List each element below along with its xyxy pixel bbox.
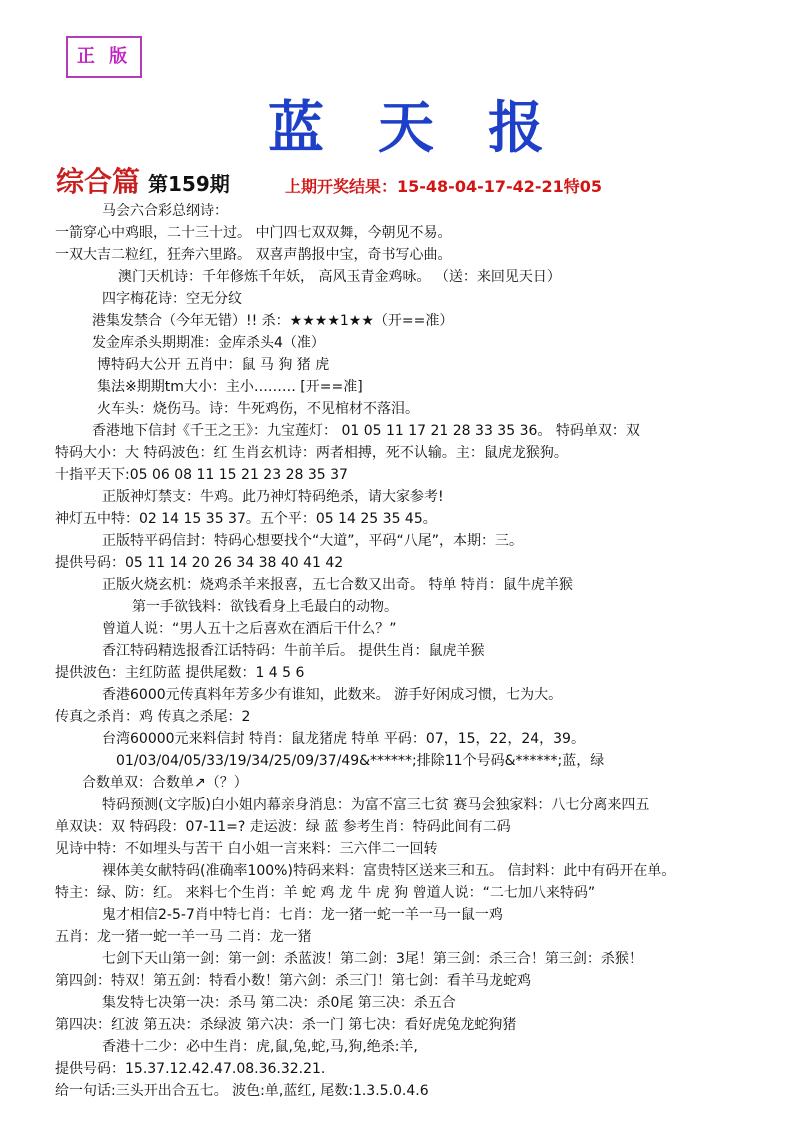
text-line: 香港地下信封《千王之王》：九宝莲灯： 01 05 11 17 21 28 33 35 36。 特码单双：双 xyxy=(92,423,640,439)
text-line: 特主：绿、防：红。 来料七个生肖：羊 蛇 鸡 龙 牛 虎 狗 曾道人说：“二七加八来特码” xyxy=(55,885,596,901)
text-line: 五肖：龙一猪一蛇一羊一马 二肖：龙一猪 xyxy=(55,929,312,945)
authentic-badge: 正 版 xyxy=(66,36,142,78)
text-line: 裸体美女献特码(准确率100%)特码来料：富贵特区送来三和五。 信封料：此中有码开在单。 xyxy=(102,863,676,879)
text-line: 集发特七决第一决：杀马 第二决：杀0尾 第三决：杀五合 xyxy=(102,995,456,1011)
text-line: 火车头：烧伤马。诗：牛死鸡伤，不见棺材不落泪。 xyxy=(97,401,419,417)
text-line: 香港十二少：必中生肖：虎,鼠,兔,蛇,马,狗,绝杀:羊, xyxy=(102,1039,418,1055)
text-line: 集法※期期tm大小：主小……… [开==准] xyxy=(97,379,363,395)
text-line: 澳门天机诗：千年修炼千年妖， 高风玉青金鸡咏。 （送：来回见天日） xyxy=(118,269,561,285)
text-line: 特码预测(文字版)白小姐内幕亲身消息：为富不富三七贫 赛马会独家料：八七分离来四五 xyxy=(102,797,650,813)
article-body xyxy=(0,200,793,1102)
text-line: 提供号码：15.37.12.42.47.08.36.32.21. xyxy=(55,1061,326,1077)
text-line: 博特码大公开 五肖中：鼠 马 狗 猪 虎 xyxy=(97,357,330,373)
text-line: 正版特平码信封：特码心想要找个“大道”，平码“八尾”，本期：三。 xyxy=(102,533,524,549)
text-line: 鬼才相信2-5-7肖中特七肖：七肖：龙一猪一蛇一羊一马一鼠一鸡 xyxy=(102,907,503,923)
last-draw-result: 上期开奖结果：15-48-04-17-42-21特05 xyxy=(285,177,603,196)
text-line: 一双大吉二粒红，狂奔六里路。 双喜声鹊报中宝，奇书写心曲。 xyxy=(55,247,452,263)
text-line: 提供号码：05 11 14 20 26 34 38 40 41 42 xyxy=(55,555,344,571)
text-line: 神灯五中特：02 14 15 35 37。五个平：05 14 25 35 45。 xyxy=(55,511,437,527)
text-line: 第一手欲钱料：欲钱看身上毛最白的动物。 xyxy=(132,599,398,615)
text-line: 单双诀：双 特码段：07-11=? 走运波：绿 蓝 参考生肖：特码此间有二码 xyxy=(55,819,511,835)
text-line: 特码大小：大 特码波色：红 生肖玄机诗：两者相搏，死不认输。主：鼠虎龙猴狗。 xyxy=(55,445,568,461)
text-line: 马会六合彩总纲诗： xyxy=(102,203,228,219)
text-line: 一箭穿心中鸡眼，二十三十过。 中门四七双双舞，今朝见不易。 xyxy=(55,225,452,241)
text-line: 第四剑：特双！第五剑：特看小数！第六剑：杀三门！第七剑：看羊马龙蛇鸡 xyxy=(55,973,531,989)
text-line: 台湾60000元来料信封 特肖：鼠龙猪虎 特单 平码：07，15，22，24，39。 xyxy=(102,731,585,747)
text-line: 正版神灯禁支：牛鸡。此乃神灯特码绝杀，请大家参考! xyxy=(102,489,444,505)
text-line: 提供波色：主红防蓝 提供尾数：1 4 5 6 xyxy=(55,665,305,681)
text-line: 港集发禁合（今年无错）!! 杀：★★★★1★★（开==准） xyxy=(92,313,454,329)
text-line: 香港6000元传真料年芳多少有谁知，此数来。 游手好闲成习惯，七为大。 xyxy=(102,687,563,703)
text-line: 合数单双：合数单↗（？） xyxy=(82,775,248,791)
issue-number: 第159期 xyxy=(148,172,230,196)
text-line: 传真之杀肖：鸡 传真之杀尾：2 xyxy=(55,709,251,725)
section-header xyxy=(56,160,230,200)
text-line: 七剑下天山第一剑：第一剑：杀蓝波！第二剑：3尾！第三剑：杀三合！第三剑：杀猴！ xyxy=(102,951,643,967)
text-line: 01/03/04/05/33/19/34/25/09/37/49&******;排除11个号码&******;蓝，绿 xyxy=(116,753,605,769)
text-line: 四字梅花诗：空无分纹 xyxy=(102,291,242,307)
section-title: 综合篇 xyxy=(56,165,141,198)
text-line: 第四决：红波 第五决：杀绿波 第六决：杀一门 第七决：看好虎兔龙蛇狗猪 xyxy=(55,1017,517,1033)
text-line: 曾道人说：“男人五十之后喜欢在酒后干什么？” xyxy=(102,621,397,637)
text-line: 正版火烧玄机：烧鸡杀羊来报喜，五七合数又出奇。 特单 特肖：鼠牛虎羊猴 xyxy=(102,577,573,593)
text-line: 十指平天下:05 06 08 11 15 21 23 28 35 37 xyxy=(55,467,348,483)
text-line: 见诗中特：不如埋头与苦干 白小姐一言来料：三六伴二一回转 xyxy=(55,841,438,857)
text-line: 香江特码精选报香江话特码：牛前羊后。 提供生肖：鼠虎羊猴 xyxy=(102,643,485,659)
text-line: 给一句话:三头开出合五七。 波色:单,蓝红, 尾数:1.3.5.0.4.6 xyxy=(55,1083,429,1099)
text-line: 发金库杀头期期准：金库杀头4（准） xyxy=(92,335,325,351)
masthead-title: 蓝天报 xyxy=(268,96,598,161)
